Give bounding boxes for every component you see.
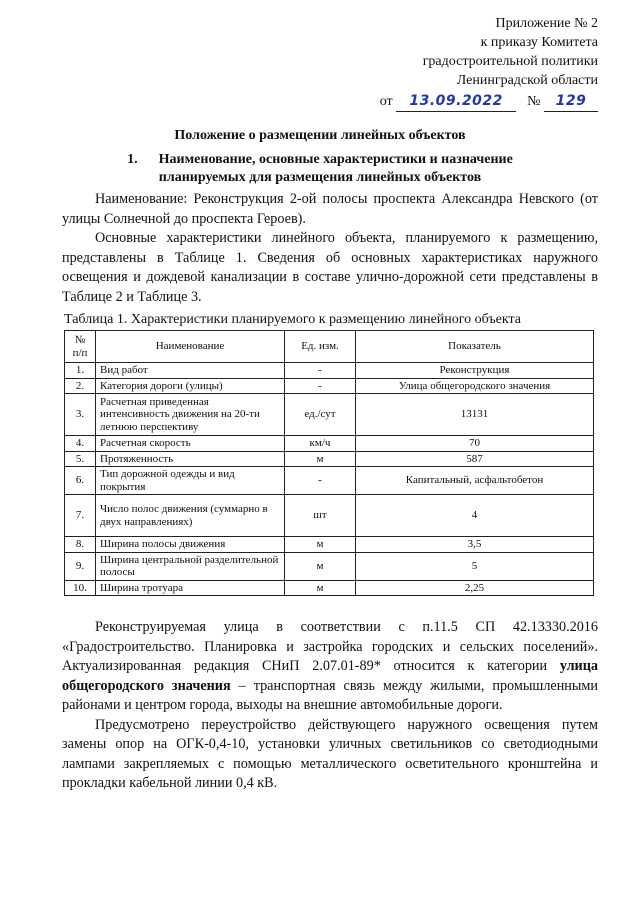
row-number: 3. [65, 394, 96, 436]
table-caption: Таблица 1. Характеристики планируемого к размещению линейного объекта [64, 312, 522, 327]
row-name: Протяженность [96, 451, 285, 467]
row-unit: - [285, 467, 356, 495]
row-name: Расчетная скорость [96, 436, 285, 452]
handwritten-date: 13.09.2022 [396, 92, 516, 112]
table-row [65, 580, 594, 596]
table-row [65, 552, 594, 580]
row-number: 2. [65, 378, 96, 394]
row-name: Расчетная приведенная интенсивность движения на 20-ти летнюю перспективу [96, 394, 285, 436]
row-value: 13131 [356, 394, 594, 436]
col-header-name: Наименование [96, 331, 285, 363]
row-number: 7. [65, 495, 96, 537]
row-unit: - [285, 378, 356, 394]
row-number: 1. [65, 363, 96, 379]
row-name: Категория дороги (улицы) [96, 378, 285, 394]
date-prefix: от [379, 94, 393, 109]
body-text [62, 618, 598, 794]
row-unit: м [285, 580, 356, 596]
row-unit: м [285, 451, 356, 467]
row-value: Улица общегородского значения [356, 378, 594, 394]
row-name: Вид работ [96, 363, 285, 379]
table-row [65, 363, 594, 379]
table-row [65, 537, 594, 553]
street-category-paragraph [62, 618, 598, 716]
table-row [65, 436, 594, 452]
row-value: 3,5 [356, 537, 594, 553]
p3-start: Реконструируемая улица в соответствии с п.11.5 СП 42.13330.2016 «Градостроительство. Планировка и застройка городских и сельских поселений». Актуализированная редакция СНиП 2.07.01-89* относится к категории [62, 619, 598, 674]
row-name: Ширина центральной разделительной полосы [96, 552, 285, 580]
header-line: градостроительной политики [422, 54, 598, 69]
intro-paragraph-characteristics: Основные характеристики линейного объекта, планируемого к размещению, представлены в Таблице 1. Сведения об основных характеристиках наружного освещения и дождевой канализации в составе улично-дорожной сети представлены в Таблице 2 и Таблице 3. [62, 230, 598, 305]
row-number: 6. [65, 467, 96, 495]
row-name: Тип дорожной одежды и вид покрытия [96, 467, 285, 495]
row-value: 70 [356, 436, 594, 452]
header-line: Приложение № 2 [495, 16, 598, 31]
table-row [65, 378, 594, 394]
table-row [65, 394, 594, 436]
row-unit: м [285, 537, 356, 553]
row-unit: км/ч [285, 436, 356, 452]
row-unit: - [285, 363, 356, 379]
header-line: к приказу Комитета [480, 35, 598, 50]
p3-end: – транспортная связь между жилыми, промышленными районами и центром города, выходы на внешние автомобильные дороги. [62, 677, 598, 713]
characteristics-table [64, 330, 594, 596]
row-number: 4. [65, 436, 96, 452]
row-number: 10. [65, 580, 96, 596]
table-row [65, 495, 594, 537]
row-value: Реконструкция [356, 363, 594, 379]
row-value: 2,25 [356, 580, 594, 596]
date-number-line [380, 92, 598, 112]
row-value: Капитальный, асфальтобетон [356, 467, 594, 495]
row-number: 8. [65, 537, 96, 553]
row-number: 9. [65, 552, 96, 580]
row-value: 5 [356, 552, 594, 580]
col-header-number: № п/п [65, 331, 96, 363]
header-line: Ленинградской области [456, 73, 598, 88]
row-value: 4 [356, 495, 594, 537]
row-unit: шт [285, 495, 356, 537]
row-name: Число полос движения (суммарно в двух направлениях) [96, 495, 285, 537]
page-title: Положение о размещении линейных объектов [174, 128, 466, 143]
row-name: Ширина тротуара [96, 580, 285, 596]
section-heading-line1: 1. Наименование, основные характеристики и назначение [127, 152, 513, 167]
row-unit: м [285, 552, 356, 580]
table-row [65, 467, 594, 495]
row-number: 5. [65, 451, 96, 467]
row-unit: ед./сут [285, 394, 356, 436]
intro-text [62, 190, 598, 307]
intro-paragraph-name: Наименование: Реконструкция 2-ой полосы проспекта Александра Невского (от улицы Солнечной до проспекта Героев). [62, 191, 598, 227]
section-heading-line2: планируемых для размещения линейных объектов [158, 170, 482, 185]
number-prefix: № [527, 94, 541, 109]
appendix-header [380, 14, 598, 112]
row-value: 587 [356, 451, 594, 467]
lighting-paragraph: Предусмотрено переустройство действующего наружного освещения путем замены опор на ОГК-0,4-10, установки уличных светильников со светодиодными лампами закрепляемых с помощью металлического осветительного кронштейна и прокладки кабельной линии 0,4 кВ. [62, 716, 598, 791]
row-name: Ширина полосы движения [96, 537, 285, 553]
handwritten-number: 129 [544, 92, 598, 112]
col-header-value: Показатель [356, 331, 594, 363]
p3-bold-category: улица общегородского значения [62, 658, 598, 694]
col-header-unit: Ед. изм. [285, 331, 356, 363]
table-row [65, 451, 594, 467]
table-header-row [65, 331, 594, 363]
